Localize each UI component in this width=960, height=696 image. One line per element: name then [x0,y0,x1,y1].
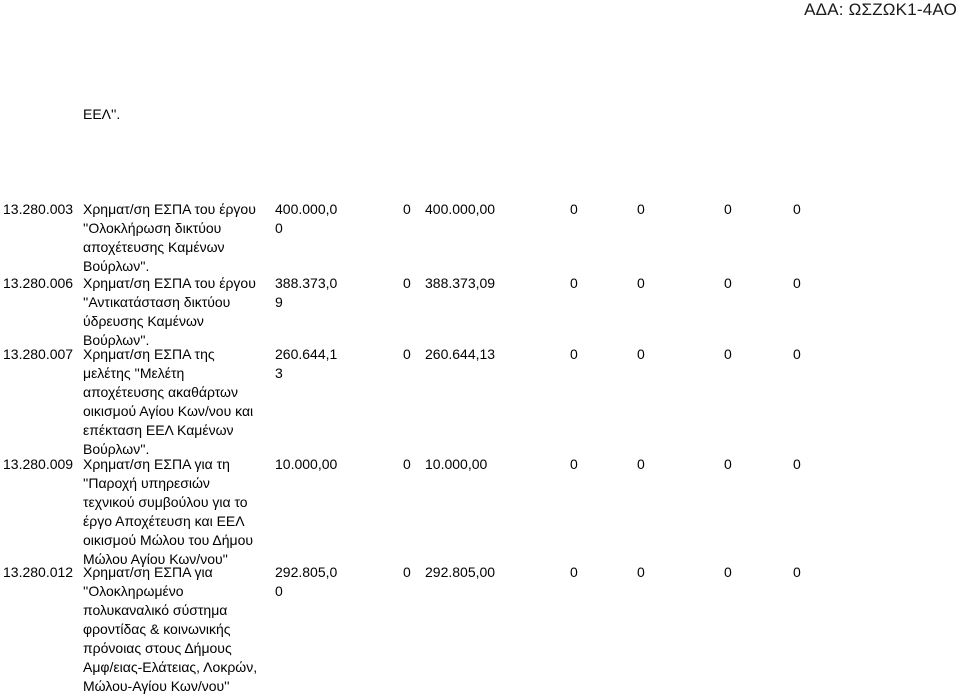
zero-value: 0 [637,201,645,217]
description-line: Χρηματ/ση ΕΣΠΑ για [83,564,213,580]
description [83,455,253,569]
description-line: Χρηματ/ση ΕΣΠΑ του έργου [83,201,256,217]
total-value: 260.644,13 [425,346,496,362]
description-line: τεχνικού συμβούλου για το [83,494,248,510]
description-line: Χρηματ/ση ΕΣΠΑ του έργου [83,275,256,291]
zero-value: 0 [570,201,578,217]
description-line: Βούρλων''. [83,332,150,348]
amount-line: 388.373,0 [275,275,338,291]
description-line: Χρηματ/ση ΕΣΠΑ της [83,346,215,362]
total-value: 388.373,09 [425,275,496,291]
description-line: μελέτης ''Μελέτη [83,365,185,381]
account-code: 13.280.007 [3,346,74,362]
total-value: 292.805,00 [425,564,496,580]
description-line: αποχέτευσης Καμένων [83,239,225,255]
amount [275,455,337,474]
total-value: 10.000,00 [425,456,488,472]
zero-value: 0 [570,456,578,472]
zero-value: 0 [403,275,411,291]
description-line: επέκταση ΕΕΛ Καμένων [83,422,234,438]
description-line: φροντίδας & κοινωνικής [83,621,231,637]
description-line: ''Ολοκληρωμένο [83,583,184,599]
zero-value: 0 [403,201,411,217]
zero-value: 0 [793,275,801,291]
zero-value: 0 [570,346,578,362]
description-line: Μώλου Αγίου Κων/νου'' [83,551,228,567]
document-id-header: ΑΔΑ: ΩΣΖΩΚ1-4ΑΟ [804,0,957,19]
zero-value: 0 [793,201,801,217]
account-code: 13.280.003 [3,201,74,217]
description-line: Χρηματ/ση ΕΣΠΑ για τη [83,456,230,472]
description-line: Αμφ/ειας-Ελάτειας, Λοκρών, [83,659,258,675]
zero-value: 0 [570,564,578,580]
zero-value: 0 [570,275,578,291]
zero-value: 0 [403,346,411,362]
zero-value: 0 [637,275,645,291]
amount-line: 292.805,0 [275,564,338,580]
zero-value: 0 [724,275,732,291]
description [83,274,256,350]
description [83,563,257,696]
description-line: Μώλου-Αγίου Κων/νου'' [83,678,230,694]
amount-line: 260.644,1 [275,346,338,362]
zero-value: 0 [793,456,801,472]
description-line: πολυκαναλικό σύστημα [83,602,228,618]
description-line: πρόνοιας στους Δήμους [83,640,232,656]
zero-value: 0 [403,564,411,580]
description-line: ύδρευσης Καμένων [83,313,204,329]
amount-line: 400.000,0 [275,201,338,217]
description-line: οικισμού Αγίου Κων/νου και [83,403,254,419]
amount-line: 3 [275,365,283,381]
account-code: 13.280.006 [3,275,74,291]
account-code: 13.280.012 [3,564,74,580]
description-line: οικισμού Μώλου του Δήμου [83,532,254,548]
zero-value: 0 [637,456,645,472]
description-line: ''Ολοκλήρωση δικτύου [83,220,222,236]
description [83,345,253,459]
account-code: 13.280.009 [3,456,74,472]
zero-value: 0 [637,564,645,580]
description-line: αποχέτευσης ακαθάρτων [83,384,238,400]
description [83,200,256,276]
zero-value: 0 [724,456,732,472]
zero-value: 0 [637,346,645,362]
amount-line: 0 [275,220,283,236]
description-line: ''Αντικατάσταση δικτύου [83,294,231,310]
description-line: ''Παροχή υπηρεσιών [83,475,210,491]
zero-value: 0 [793,346,801,362]
amount [275,200,337,238]
zero-value: 0 [724,564,732,580]
zero-value: 0 [403,456,411,472]
amount [275,563,337,601]
description-line: Βούρλων''. [83,258,150,274]
amount-line: 0 [275,583,283,599]
zero-value: 0 [793,564,801,580]
amount [275,345,337,383]
amount-line: 10.000,00 [275,456,338,472]
description-line: έργο Αποχέτευση και ΕΕΛ [83,513,245,529]
total-value: 400.000,00 [425,201,496,217]
continued-description-text: ΕΕΛ''. [83,106,121,122]
zero-value: 0 [724,346,732,362]
amount [275,274,337,312]
zero-value: 0 [724,201,732,217]
amount-line: 9 [275,294,283,310]
description-line: Βούρλων''. [83,441,150,457]
